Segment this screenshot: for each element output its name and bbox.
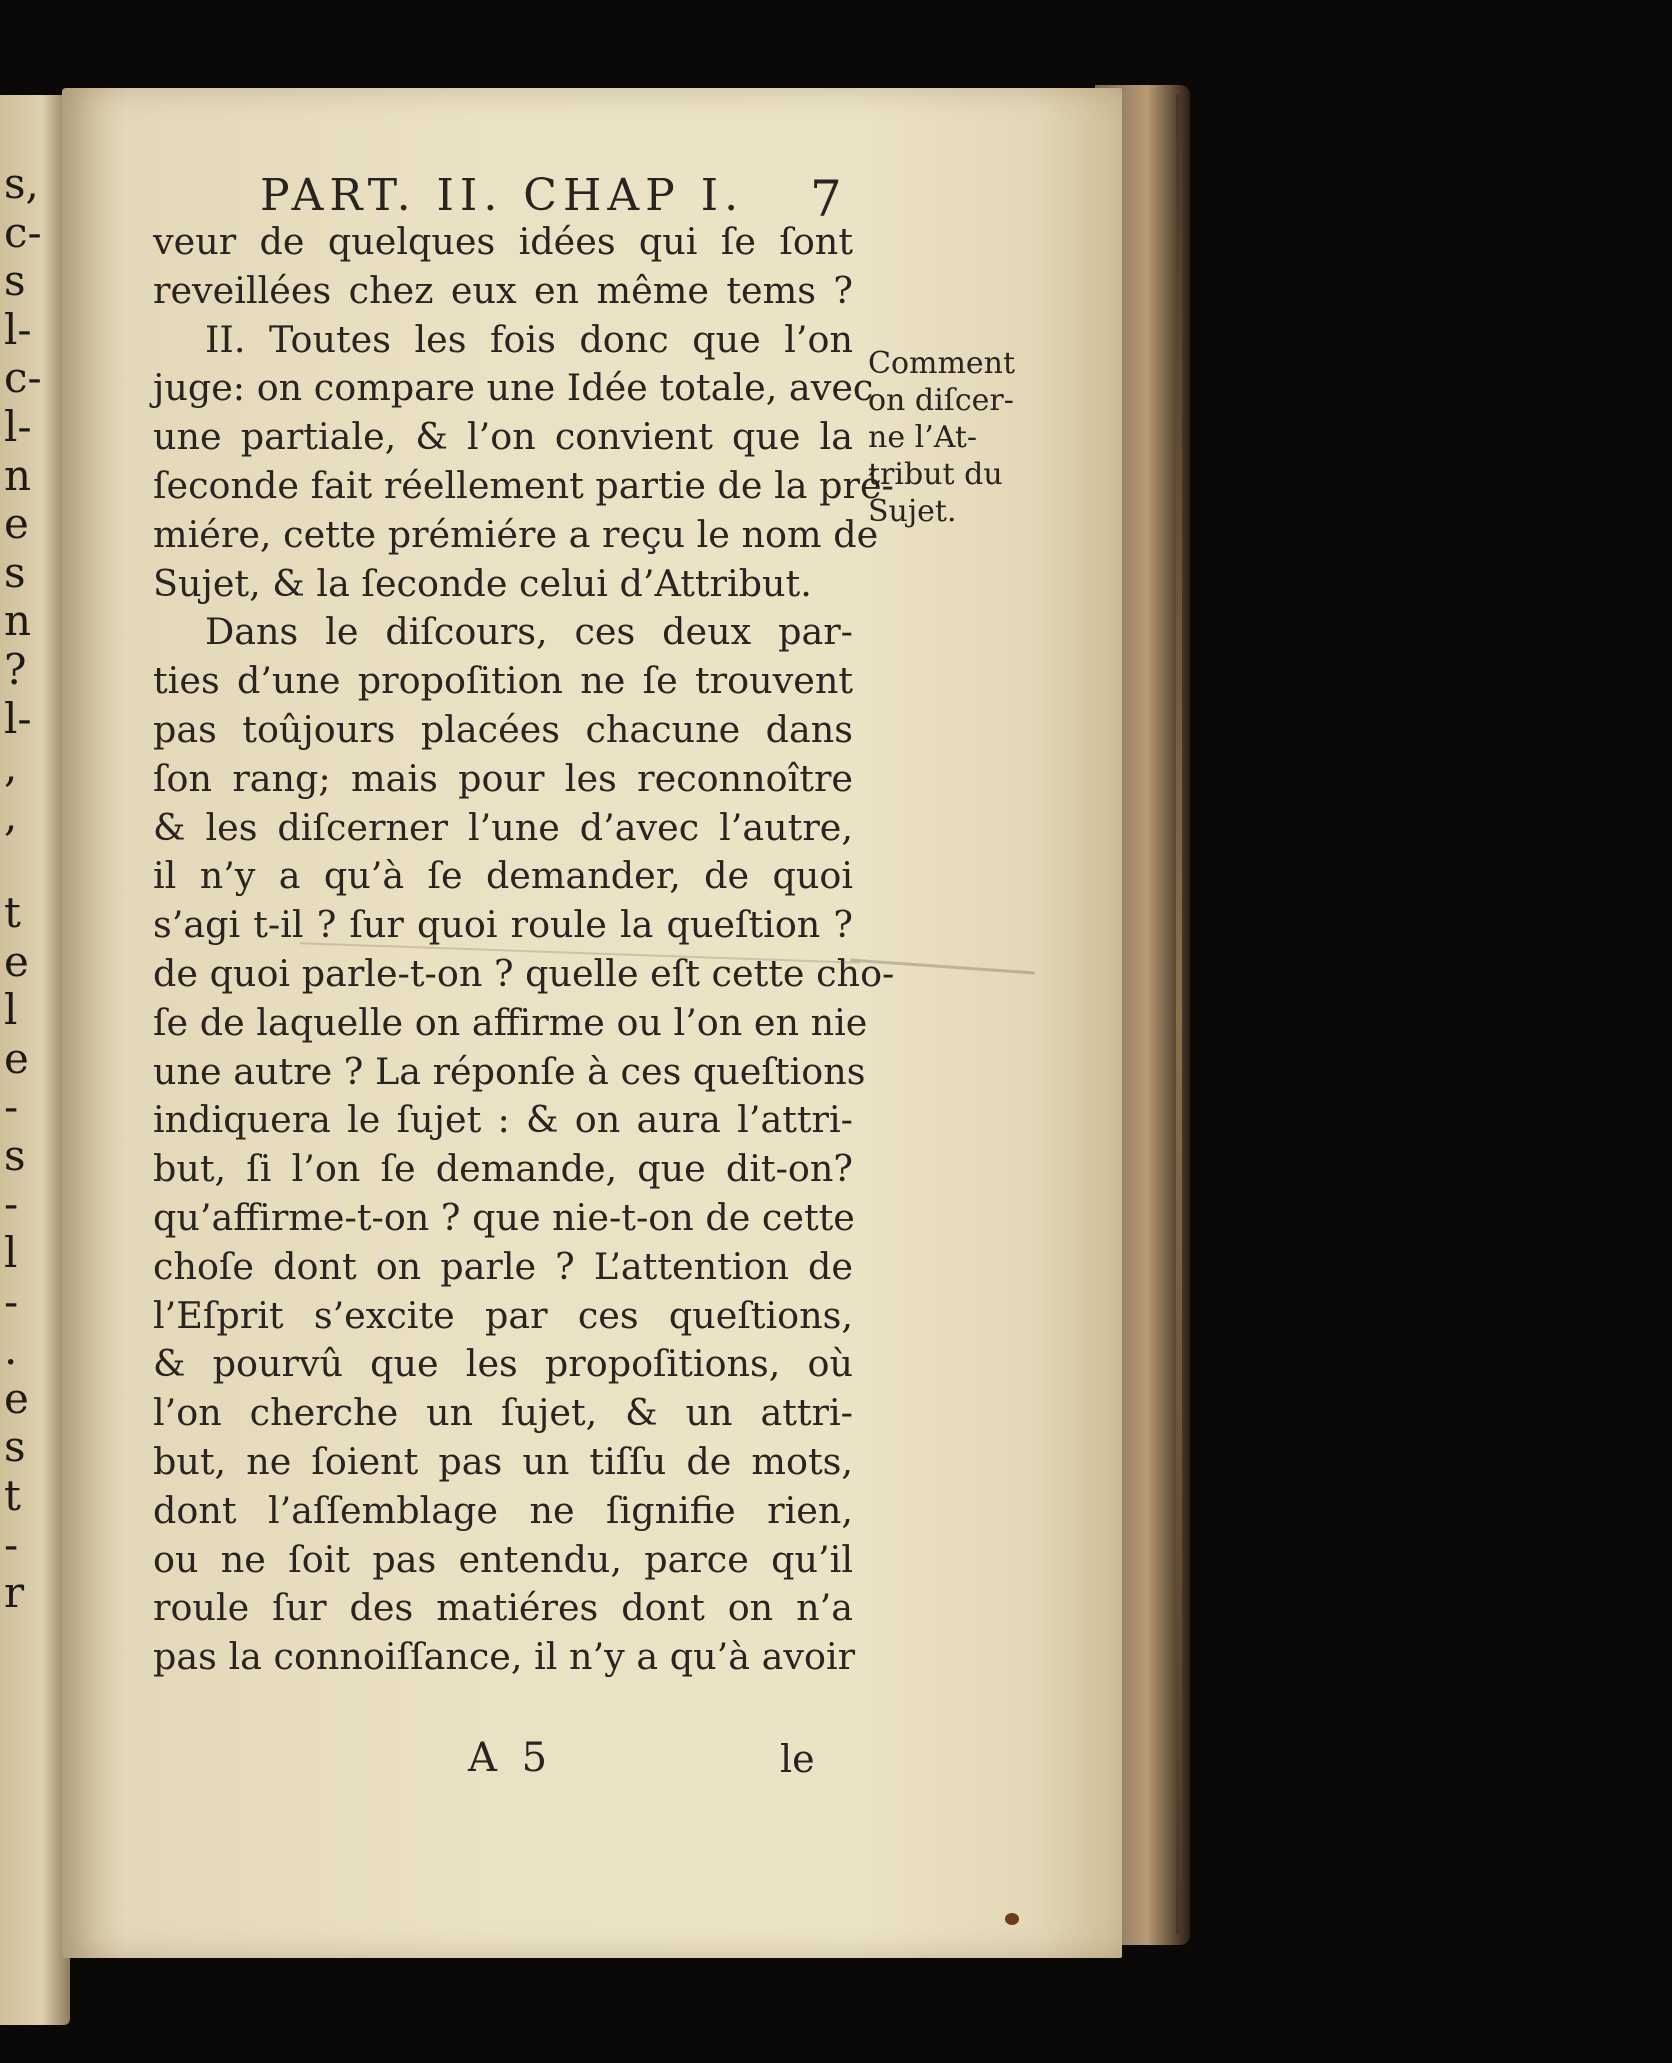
facing-page-fragment: s [4, 256, 26, 306]
text-line: indiquera le ſujet : & on aura l’attri- [153, 1098, 853, 1142]
facing-page-fragment: c- [4, 353, 42, 403]
facing-page-fragment: - [4, 1276, 19, 1326]
facing-page-fragment: s [4, 547, 26, 597]
facing-page-fragment: c- [4, 207, 42, 257]
facing-page-fragment: - [4, 1179, 19, 1229]
margin-note-line: on diſcer- [868, 383, 1014, 418]
facing-page-fragment: s, [4, 159, 39, 208]
facing-page-fragment: l- [4, 693, 32, 743]
text-line: Sujet, & la ſeconde celui d’Attribut. [153, 561, 812, 605]
text-line: juge: on compare une Idée totale, avec [153, 366, 874, 410]
facing-page-fragment: s [4, 1130, 26, 1180]
facing-page-fragment: - [4, 1082, 19, 1132]
margin-note-line: ne l’At- [868, 420, 978, 455]
running-head-title: PART. II. CHAP I. [260, 170, 745, 221]
signature-mark: A 5 [468, 1735, 554, 1781]
facing-page-fragment: n [4, 450, 32, 500]
text-line: ſe de laquelle on affirme ou l’on en nie [153, 1000, 868, 1044]
facing-page-fragment: r [4, 1568, 25, 1618]
text-line: reveillées chez eux en même tems ? [153, 268, 853, 312]
text-line: l’on cherche un ſujet, & un attri- [153, 1391, 853, 1435]
facing-page-fragment: l [4, 1228, 18, 1278]
paper-stain [1005, 1913, 1019, 1925]
facing-page-fragment: , [4, 742, 18, 792]
facing-page-fragment: s [4, 1422, 26, 1472]
text-line: dont l’aſſemblage ne ſignifie rien, [153, 1488, 853, 1532]
text-line: ſeconde fait réellement partie de la pré- [153, 463, 894, 507]
facing-page-text-fragments [0, 160, 44, 1618]
text-line: roule ſur des matiéres dont on n’a [153, 1586, 853, 1630]
text-line: ties d’une propoſition ne ſe trouvent [153, 659, 853, 703]
facing-page-fragment: e [4, 1373, 29, 1423]
facing-page-fragment: l- [4, 401, 32, 451]
text-line: Dans le diſcours, ces deux par- [205, 610, 853, 654]
text-line: pas la connoiſſance, il n’y a qu’à avoir [153, 1635, 856, 1679]
facing-page-fragment: t [4, 1471, 21, 1521]
facing-page-fragment: l- [4, 304, 32, 354]
running-head [260, 170, 860, 228]
text-line: qu’affirme-t-on ? que nie-t-on de cette [153, 1195, 855, 1239]
text-line: miére, cette prémiére a reçu le nom de [153, 512, 879, 556]
facing-page-fragment: e [4, 1033, 29, 1083]
text-line: s’agi t-il ? ſur quoi roule la queſtion ? [153, 903, 853, 947]
text-line: une autre ? La réponſe à ces queſtions [153, 1049, 866, 1093]
text-line: ou ne ſoit pas entendu, parce qu’il [153, 1537, 853, 1581]
margin-note-line: Sujet. [868, 494, 957, 529]
facing-page-fragment: . [4, 1325, 18, 1375]
facing-page-fragment: , [4, 790, 18, 840]
text-line: de quoi parle-t-on ? quelle eſt cette cho- [153, 951, 895, 995]
text-line: II. Toutes les fois donc que l’on [205, 317, 853, 361]
margin-note-line: tribut du [868, 457, 1003, 492]
text-line: but, ne ſoient pas un tiſſu de mots, [153, 1439, 853, 1483]
text-line: il n’y a qu’à ſe demander, de quoi [153, 854, 853, 898]
catchword: le [780, 1737, 815, 1781]
facing-page-fragment: ? [4, 644, 27, 694]
margin-note-line: Comment [868, 346, 1016, 381]
text-line: choſe dont on parle ? L’attention de [153, 1244, 853, 1288]
facing-page-fragment: t [4, 887, 21, 937]
text-line: & les diſcerner l’une d’avec l’autre, [153, 805, 853, 849]
facing-page-fragment: e [4, 936, 29, 986]
text-line: & pourvû que les propoſitions, où [153, 1342, 853, 1386]
text-line: veur de quelques idées qui ſe ſont [153, 220, 853, 263]
facing-page-fragment: l [4, 985, 18, 1035]
margin-note [868, 345, 1038, 530]
page-number: 7 [810, 170, 848, 228]
text-line: ſon rang; mais pour les reconnoître [153, 756, 853, 800]
facing-page-fragment [4, 840, 44, 889]
facing-page-fragment: - [4, 1519, 19, 1569]
facing-page-fragment: n [4, 596, 32, 646]
text-line: but, ſi l’on ſe demande, que dit-on? [153, 1147, 853, 1191]
text-line: une partiale, & l’on convient que la [153, 415, 853, 459]
text-line: pas toûjours placées chacune dans [153, 707, 853, 751]
facing-page-fragment: e [4, 499, 29, 549]
text-line: l’Eſprit s’excite par ces queſtions, [153, 1293, 853, 1337]
